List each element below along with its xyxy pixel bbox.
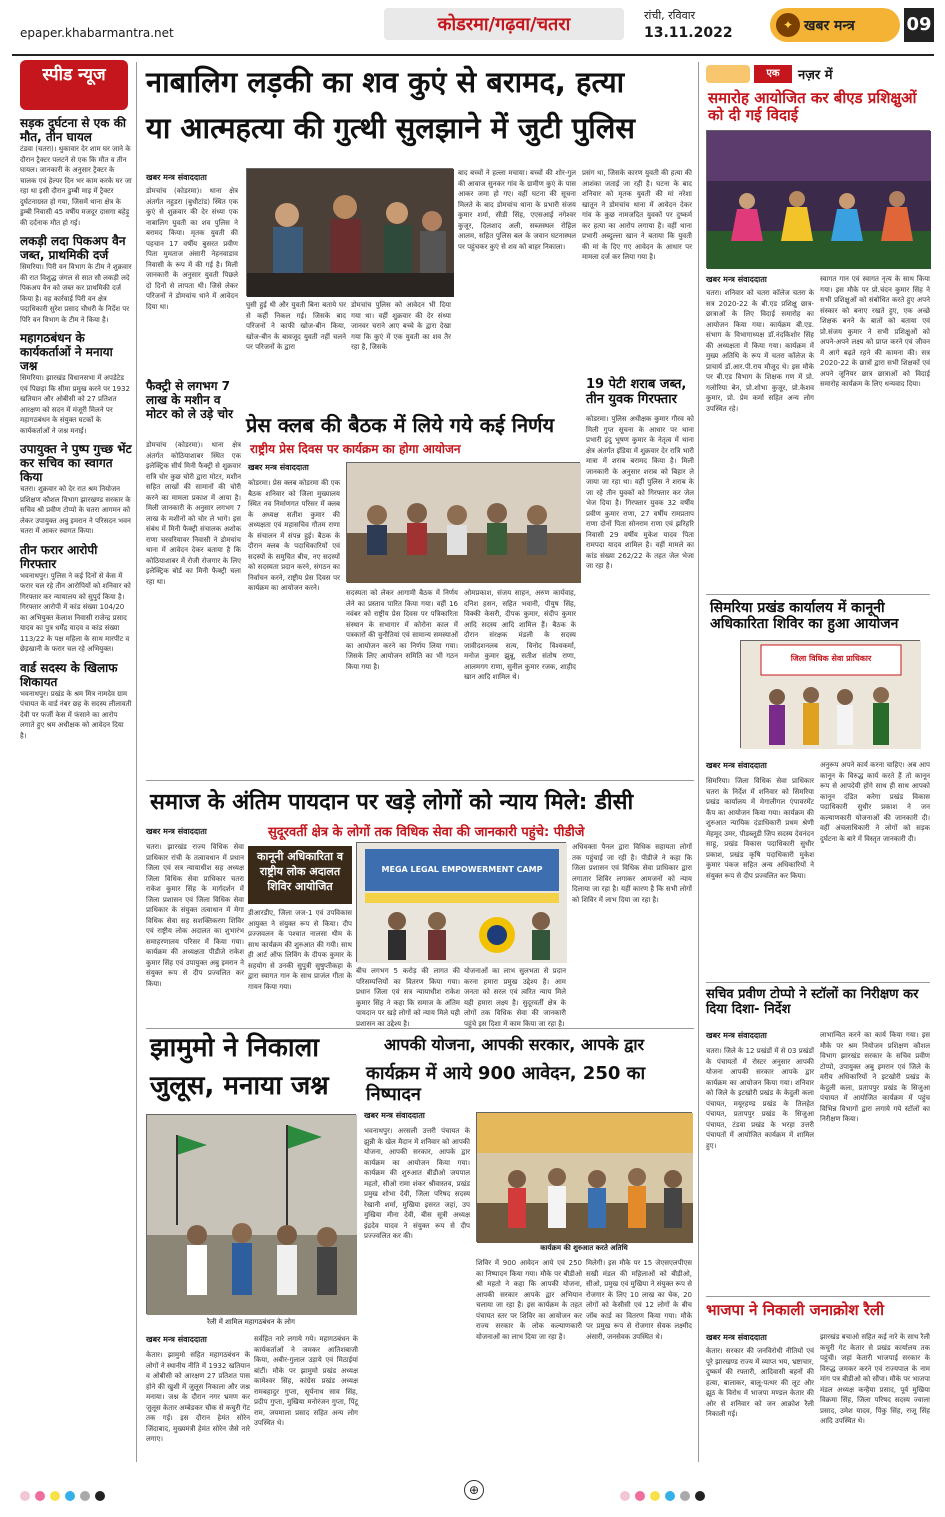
speed-item-body: सिमरिया। झारखंड विधानसभा में अपडेटेड एवं पिछड़ा कि सीमा प्रमुख करने पर 1932 खतियान और ओबीसी को 27 प्रतिशत आरक्षण को सदन में मंजूरी मिलने पर महागठबंधन के संयुक्त घटकों के कार्यकर्ताओं ने जश्न मनाई। (20, 374, 130, 435)
simaria-col-2: अनुरूप अपने कार्य करना चाहिए। अब आप कानून के विरुद्ध कार्य करते हैं तो कानून रूप से आपदेयी होंगे साथ ही साथ आपको कानून दंडित करेगा प्रखंड विकास पदाधिकारी सुधीर प्रकाश ने जन कल्याणकारी योजनाओं की जानकारी दी। वहीं अंचलाधिकारी ने लोगों को सड़क दुर्घटना के बारे में विस्तृत जानकारी दी। (820, 761, 930, 843)
speed-item-headline: वार्ड सदस्य के खिलाफ शिकायत (20, 660, 118, 689)
aapki-event-image (477, 1113, 693, 1243)
speed-item-headline: महागठबंधन के कार्यकर्ताओं ने मनाया जश्न (20, 331, 113, 373)
site-url[interactable]: epaper.khabarmantra.net (20, 26, 174, 40)
press-meeting-photo (346, 462, 580, 582)
press-club-headline[interactable]: प्रेस क्लब की बैठक में लिये गये कई निर्णय (246, 413, 555, 437)
speed-item-6 (20, 661, 132, 742)
tag-title: नज़र में (798, 68, 833, 83)
jmm-headline-line-1[interactable]: झामुमो ने निकाला (150, 1033, 319, 1063)
color-dots-right (620, 1486, 710, 1496)
brand-name: खबर मन्त्र (804, 18, 855, 34)
registration-dot-icon (80, 1491, 90, 1501)
bjp-headline[interactable]: भाजपा ने निकाली जनाक्रोश रैली (706, 1301, 884, 1319)
aapki-col-2: शिविर में 900 आवेदन आये एवं 250 का निष्पादन किया गया। मौके पर बीडीओ श्री महतो ने कहा कि आपकी योजना, आपकी सरकार आपके द्वार अभियान चलाया जा रहा है। इस कार्यक्रम के तहत पंचायत स्तर पर शिविर का आयोजन कर राज्य सरकार के लोक कल्याणकारी योजनाओं का लाभ दिया जा रहा है। (476, 1259, 582, 1341)
byline: खबर मन्त्र संवाददाता (364, 1111, 425, 1120)
registration-dot-icon (50, 1491, 60, 1501)
rally-photo-caption: रैली में शामिल महागठबंधन के लोग (207, 1318, 295, 1326)
main-story-col-3: डोमचांच पुलिस को आवेदन भी दिया गया था। वहीं शुक्रवार की देर संध्या जानवर चराने आए बच्चे के द्वारा देखा गया कि कुएं में एक युवती का शव तैर रहा है, जिसके (351, 301, 451, 351)
press-club-col-2: सदस्यता को लेकर आगामी बैठक में निर्णय लेने का प्रस्ताव पारित किया गया। वहीं 16 नवंबर को राष्ट्रीय प्रेस दिवस पर पत्रिकारिता संस्थान के सभागार में कोरोना काल में पत्रकारों की चुनौतियां एवं सामान्य समस्याओं का आयोजन करने का निर्णय लिया गया। जिसके लिए आयोजन समिति का भी गठन किया गया है। (346, 589, 458, 671)
speed-item-body: भवनाथपुर। प्रखंड के श्रम मित्र नामदेव ग्राम पंचायत के वार्ड नंबर छह के सदस्य लीलावती देवी पर फर्जी केस में फंसाने का आरोप लगाते हुए श्रम अधीक्षक को आवेदन दिया है। (20, 689, 132, 740)
box-title-line: कानूनी अधिकारिता व (257, 850, 343, 863)
speed-item-1 (20, 116, 132, 228)
legal-camp-photo (356, 842, 566, 962)
column-divider (136, 62, 137, 1462)
factory-story-body: डोमचांच (कोडरमा)। थाना क्षेत्र अंतर्गत कोठियाशाबर स्थित एक इलेक्ट्रिक सीर्य मिनी फैक्ट्री से शुक्रवार रात्रि चोर कुछ चोरी द्वारा मोटर, मशीन सहित लाखों की सामानों की चोरी करने का मामला प्रकाश में आया है। मिली जानकारी के अनुसार लगभग 7 लाख के मशीनों को चोर ले भागे। इस संबंध में मिनी फैक्ट्री संचालक अशोक राणा चरवरियावर निवासी ने डोमचांच थाना में आवेदन देकर बताया है कि कोठियाशाबर में रोजी रोजगार के लिए इलेक्ट्रिक बोर्ड का मिनी फैक्ट्री चला रहा था। (146, 441, 241, 586)
main-headline-line-1[interactable]: नाबालिग लड़की का शव कुएं से बरामद, हत्या (146, 65, 625, 99)
main-headline-line-2[interactable]: या आत्महत्या की गुत्थी सुलझाने में जुटी पुलिस (146, 111, 635, 145)
simaria-banner-text: जिला विधिक सेवा प्राधिकार (790, 654, 872, 663)
speed-item-body: सिमरिया। पिरी वन विभाग के टीम ने शुक्रवार की रात विशुद्ध जंगल से सात सौ लकड़ी लदे पिकअप वैन को जब्त कर प्राथमिकी दर्ज किया है। वह कार्रवाई पिरी वन क्षेत्र पदाधिकारी सुरेश प्रसाद चौधरी के निर्देश पर पिरि वन विभाग के टीम ने किया है। (20, 263, 132, 324)
secretary-col-2: लाभान्वित करने का कार्य किया गया। इस मौके पर श्रम नियोजन प्रशिक्षण कौशल विभाग झारखंड सरकार के सचिव प्रवीण टोप्पो, उपायुक्त अबु इमरान एवं जिले के वरीय अधिकारियों ने इटखोरी प्रखंड के केदुली कला, प्रतापपुर प्रखंड के सिजुआ पंचायत में आयोजित कार्यक्रम में पहुंच विभिन्न विभागों द्वारा लगाये गये स्टॉलों का निरीक्षण किया। (820, 1031, 930, 1123)
section-rule (706, 982, 930, 983)
farewell-col-1: चतरा। शनिवार को चतरा कॉलेज चतरा के सत्र 2020-22 के बी.एड प्रशिक्षु छात्र-छात्राओं के लिए विदाई समारोह का आयोजन किया गया। कार्यक्रम बी.एड. संभाग के विभागाध्यक्ष डॉ.नंदकिशोर सिंह की अध्यक्षता में किया गया। कार्यक्रम में मुख्य अतिथि के रूप में चतरा कॉलेज के प्राचार्य डॉ.आर.पी.राय मौजूद थे। इस मौके पर बी.एड विभाग के शिक्षक गण में प्रो. गलोरिया बेन, प्रो.शोभा कुजूर, प्रो.केशव कुमार, प्रो. प्रेम कर्मा सहित अन्य लोग उपस्थित रहे। (706, 289, 814, 413)
speed-item-headline: सड़क दुर्घटना से एक की मौत, तीन घायल (20, 116, 127, 144)
box-title-line: राष्ट्रीय लोक अदालत (259, 865, 341, 878)
main-story-col-5: प्रसंग था, जिसके कारण युवती की हत्या की आशंका जताई जा रही है। घटना के बाद शनिवार को मृतक युवती की मां नरेशा खातून ने डोमचांच थाना में आवेदन देकर गांव के कुछ नामजदित युवकों पर दुष्कर्म कर हत्या का आरोप लगाया है। वहीं थाना प्रभारी अब्दुल्ला खान ने बताया कि युवती की मां के दिए गए आवेदन के आधार पर मामला दर्ज कर लिया गया है। (582, 169, 692, 261)
speed-item-2 (20, 234, 132, 325)
speed-item-body: चतरा। शुक्रवार को देर रात श्रम नियोजन प्रशिक्षण कौशल विभाग झारखण्ड सरकार के सचिव श्री प्रवीण टोप्पो के चतरा आगमन को लेकर उपायुक्त अबु इमरान ने परिसदन भवन चतरा में आकर स्वागत किया। (20, 485, 131, 535)
box-title-line: शिविर आयोजित (267, 880, 333, 893)
issue-date: 13.11.2022 (644, 25, 733, 41)
camp-banner-text: MEGA LEGAL EMPOWERMENT CAMP (381, 865, 543, 874)
color-dots-left (20, 1486, 110, 1496)
byline: खबर मन्त्र संवाददाता (146, 173, 207, 182)
press-meeting-image (347, 463, 581, 583)
speed-item-headline: लकड़ी लदा पिकअप वैन जब्त, प्राथमिकी दर्ज (20, 234, 126, 262)
simaria-camp-photo (740, 640, 920, 748)
aapki-photo-caption: कार्यक्रम की शुरुआत करते अतिथि (540, 1244, 628, 1252)
section-rule (146, 1028, 694, 1029)
registration-dot-icon (635, 1491, 645, 1501)
crowd-photo-image (247, 169, 454, 297)
justice-col-1: चतरा। झारखंड राज्य विधिक सेवा प्राधिकार रांची के तत्वावधान में प्रधान जिला एवं सत्र न्यायाधीश सह अध्यक्ष जिला विधिक सेवा प्राधिकार चतरा राकेश कुमार सिंह के मार्गदर्शन में जिला प्रशासन एवं जिला विधिक सेवा प्राधिकार के संयुक्त तत्वाधान में मेगा विधिक सेवा सह सशक्तिकरण शिविर एवं राष्ट्रीय लोक अदालत का शुभारंभ समाहरणालय परिसर में किया गया। कार्यक्रम की अध्यक्षता पीडीजे राकेश कुमार सिंह एवं उपायुक्त अबु इमरान ने संयुक्त रूप से दीप प्रज्वलित कर किया। (146, 843, 244, 988)
main-story-col-4: बाद बच्चों ने हल्ला मचाया। बच्चों की शोर-गुल की आवाज सुनकर गांव के ग्रामीण कुएं के पास आकर जमा हो गए। वहीं घटना की सूचना मिलते के बाद डोमचांच थाना के प्रभारी संजय कुमार शर्मा, सीडी सिंह, एएसआई नगेश्वर कुजूर, दिलशाद अली, सब्जस्थल रोहिल आलम, सहित पुलिस बल के जवान घटनास्थल पर पहुंचकर कुएं से शव को बाहर निकाला। (458, 169, 576, 251)
masthead (12, 6, 934, 56)
registration-dot-icon (680, 1491, 690, 1501)
justice-headline[interactable]: समाज के अंतिम पायदान पर खड़े लोगों को न्याय मिले: डीसी (150, 790, 634, 815)
byline: खबर मन्त्र संवाददाता (706, 275, 767, 284)
factory-headline[interactable]: फैक्ट्री से लगभग 7 लाख के मशीन व मोटर को ले उड़े चोर (146, 379, 234, 421)
justice-col-4: योजनाओं का लाभ सुलभता से प्रदान करना हमारा प्रमुख उद्देश्य है। आम जनता को सरल एवं त्वरित न्याय मिले यही हमारा लक्ष्य है। सुदूरवर्ती क्षेत्र के लोगों तक विधिक सेवा की जानकारी पहुंचे इस दिशा में काम किया जा रहा है। (464, 967, 566, 1028)
justice-col-2: डीआरडीए, जिला जज-1 एवं उपविकास आयुक्त ने संयुक्त रूप से किया। दीप प्रज्जवलन के पश्चात नालसा थीम के साथ कार्यक्रम की शुरुआत की गयी। साथ ही आर्ट ऑफ लिविंग के दीपक कुमार के सहयोग से उनकी सुपुत्री सुषुप्तीकहा के द्वारा स्वागत गान के साथ प्राजंल गीता के गायन किया गया। (248, 909, 352, 991)
registration-dot-icon (650, 1491, 660, 1501)
speed-item-headline: तीन फरार आरोपी गिरफ्तार (20, 542, 98, 571)
speed-item-headline: उपायुक्त ने पुष्प गुच्छ भेंट कर सचिव का स्वागत किया (20, 442, 132, 484)
tag-badge-icon (706, 65, 750, 83)
edition-title: कोडरमा/गढ़वा/चतरा (384, 8, 624, 40)
simaria-headline[interactable]: सिमरिया प्रखंड कार्यालय में कानूनी अधिकारिता शिविर का हुआ आयोजन (710, 600, 899, 633)
print-registration-strip (20, 1480, 925, 1500)
registration-dot-icon (665, 1491, 675, 1501)
city-day: रांची, रविवार (644, 9, 696, 22)
byline: खबर मन्त्र संवाददाता (706, 1031, 767, 1040)
jmm-headline-line-2[interactable]: जुलूस, मनाया जश्न (150, 1071, 329, 1101)
aapki-col-1: भवनाथपुर। अरसली उत्तरी पंचायत के झुन्नी के खेल मैदान में शनिवार को आपकी योजना, आपकी सरकार, आपके द्वार कार्यक्रम का आयोजन किया गया। कार्यक्रम की शुरुआत बीडीओ जयपाल महतो, सीओ रामा शंकर श्रीवास्तव, प्रखंड प्रमुख शोभा देवी, जिला परिषद सदस्य रेखानी शर्मा, मुखिया इसरत जहां, उप मुखिया मीना देवी, बीस सूत्री अध्यक्ष इंद्रदेव यादव ने संयुक्त रूप से दीप प्रज्ज्वलित कर की। (364, 1127, 470, 1240)
aapki-headline-line-2[interactable]: कार्यक्रम में आये 900 आवेदन, 250 का निष्पादन (366, 1063, 646, 1105)
registration-dot-icon (20, 1491, 30, 1501)
justice-col-5: अधिवक्ता पैनल द्वारा विधिक सहायता लोगों तक पहुंचाई जा रही है। पीडीजे ने कहा कि जिला प्रशासन एवं विधिक सेवा प्राधिकार द्वारा लगातार शिविर लगाकर आमजनों को न्याय दिलाया जा रहा है। यहीं कारण है कि सभी लोगों को शिविर में लाभ दिया जा रहा है। (572, 843, 692, 904)
registration-dot-icon (620, 1491, 630, 1501)
registration-dot-icon (65, 1491, 75, 1501)
section-rule (706, 1296, 930, 1297)
press-club-col-3: ओमप्रकाश, संजय साहन, अरुण कार्यवाह, दनिश हसन, सहित भवानी, पीयुष सिंह, विक्की केसरी, दीपक कुमार, संदीप कुमार आदि सदस्य आदि शामिल हैं। बैठक के दौरान संरक्षक मंडली के सदस्य जावीदशनलब सत्य, विनोद विश्वकर्मा, मनोज कुमार झुन्नू, सतीश संतोष राणा, आलमगग राणा, सुनील कुमार रजक, शाहीद खान आदि शामिल थे। (464, 589, 576, 681)
rally-photo (146, 1114, 356, 1314)
farewell-headline[interactable]: समारोह आयोजित कर बीएड प्रशिक्षुओं को दी गई विदाई (708, 89, 917, 125)
simaria-col-1: सिमरिया। जिला विधिक सेवा प्राधिकार चतरा के निर्देश में शनिवार को सिमरिया प्रखंड कार्यालय में मेगालीगल एंपावरमेंट कैंप का आयोजन किया गया। कार्यक्रम की शुरुआत न्यायिक दंडाधिकारी प्रथम श्रेणी मेहमूद उमर, पीडब्लूडी जिप सदस्य देवनंदन साहू, प्रखंड विकास पदाधिकारी सुधीर प्रकाश, प्रखंड कृषि पदाधिकारी मुकेश कुमार पंकज सहित अन्य अधिकारियों ने संयुक्त रूप से दीप प्रज्वलित कर किया। (706, 777, 814, 880)
rally-image (147, 1115, 357, 1315)
dateline (644, 8, 733, 41)
press-club-subhead: राष्ट्रीय प्रेस दिवस पर कार्यक्रम का होगा आयोजन (250, 442, 461, 456)
bjp-col-2: झारखंड बचाओ सहित कई नारे के साथ रैली कचुरी गेट केतार से प्रखंड कार्यालय तक पहुंची। जहां केतारी भाजपाई सरकार के विरुद्ध जमकर करने एवं राज्यपाल के नाम मांग पत्र बीडीओ को सौंपा। मौके पर भाजपा मंडल अध्यक्ष कन्हैया प्रसाद, पूर्व मुखिया विक्रमा सिंह, जिला परिषद सदस्य ज्वाला प्रसाद, उमेश यादव, पिंकु सिंह, राजू सिंह आदि उपस्थित थे। (820, 1333, 930, 1425)
jmm-col-2: सर्वहित नारे लगाये गये। महागठबंधन के कार्यकर्ताओं ने जमकर आतिशबाजी किया, अबीर-गुलाल उड़ाये एवं मिठाईयां बांटीं। मौके पर झामुमो प्रखंड अध्यक्ष कामेश्वर सिंह, कांग्रेस प्रखंड अध्यक्ष रामबहादुर गुप्ता, सूर्यनाथ साव सिंह, प्रदीप गुप्ता, मुखिया मनोरंजन गुप्ता, पिंटू राम, जयमाला प्रसाद सहित अन्य लोग उपस्थित थे। (254, 1335, 358, 1427)
speed-item-3 (20, 331, 132, 436)
liquor-story-body: कोडरमा। पुलिस अधीक्षक कुमार गौरव को मिली गुप्त सूचना के आधार पर थाना प्रभारी इंदु भूषण कुमार के नेतृत्व में थाना क्षेत्र अंतर्गत इंडिया में शुक्रवार देर रात्रि भारी मात्रा में शराब बरामद किया है। मिली जानकारी के अनुसार शराब को बिहार ले जाया जा रहा था। वहीं पुलिस ने शराब के जा रहे तीन युवकों को गिरफ्तार कर जेल भेज दिया है। गिरफ्तार युवक 32 वर्षीय प्रवीण कुमार राणा, 27 वर्षीय रामप्रताप राणा दोनों पिता सोनराम राणा एवं झरिहरि निवासी 29 वर्षीय मुकेश यादव पिता रामपदा यादव शामिल है। वहीं मामले का कांड संख्या 262/22 के तहत जेल भेजा जा रहा है। (586, 415, 694, 570)
secretary-col-1: चतरा। जिले के 12 प्रखंडों में से 03 प्रखंडों के पंचायतों में रोस्टर अनुसार आपकी योजना आपकी सरकार आपके द्वार कार्यक्रम का आयोजन किया गया। शनिवार को जिले के इटखोरी प्रखंड के केदुली कला पंचायत, मयूरहण्ड प्रखंड के तिलहेत पंचायत, प्रतापपुर प्रखंड के सिजुआ पंचायत, टंडवा प्रखंड के भरहा उत्तरी पंचायतों में आयोजित कार्यक्रम में शामिल हुए। (706, 1047, 814, 1150)
brand-mark-icon: ✦ (776, 13, 800, 37)
byline: खबर मन्त्र संवाददाता (146, 1335, 207, 1344)
press-club-col-1: कोडरमा। प्रेस क्लब कोडरमा की एक बैठक शनिवार को जिला मुख्यालय स्थित नव निर्माणगत परिसर में क्लब के अध्यक्ष सतीश कुमार की अध्यक्षता एवं महासचिव गौतम राणा के संचालन में संपन्न हुई। बैठक के दौरान क्लब के पदाधिकारियों एवं सदस्यों के समुचित बीच, नए सदस्यों को सदस्यता प्रदान करने, संगठन का निर्वाचन करने, राष्ट्रीय प्रेस दिवस पर कार्यक्रम का आयोजन करने। (248, 479, 340, 592)
speed-news-badge: स्पीड न्यूज (20, 60, 128, 110)
brand-logo (770, 8, 900, 42)
crowd-photo (246, 168, 453, 296)
registration-dot-icon (695, 1491, 705, 1501)
aapki-event-photo (476, 1112, 692, 1242)
justice-box-title (248, 846, 352, 904)
section-rule (706, 594, 930, 595)
speed-item-body: भवनाथपुर। पुलिस ने कई दिनों से केस में फरार चल रहे तीन आरोपियों को शनिवार को गिरफ्तार कर न्यायालय को सुपुर्द किया है। गिरफ्तार आरोपी में कांड संख्या 104/20 का अभियुक्त केलाश निवासी राजेन्द्र प्रसाद यादव का पुत्र धर्मेंद्र यादव व कांड संख्या 113/22 के पक्ष महिला के साथ मारपीट व छेड़खानी के फरार चल रहे अभियुक्त। (20, 571, 131, 653)
farewell-col-2: स्वागत गान एवं स्वागत नृत्य के साथ किया गया। इस मौके पर प्रो.चंदन कुमार सिंह ने सभी प्रशिक्षुओं को संबोधित करते हुए अपने संस्कार को बनाए रखते हुए, एक अच्छे शिक्षक बनने के बातों को बताया एवं प्रो.संजय कुमार ने सभी प्रशिक्षुओं को अपने-अपने लक्ष्य को प्राप्त करने एवं जीवन में आगे बढ़ते रहने की कामना की। सत्र 2020-22 के छात्रों द्वारा सभी शिक्षकों एवं अपने जूनियर छात्र छात्राओं को विदाई समारोह कार्यक्रम के लिए धन्यवाद दिया। (820, 275, 930, 388)
speed-news-column (20, 60, 132, 1470)
byline: खबर मन्त्र संवाददाता (706, 761, 767, 770)
jmm-col-1: केतार। झामुमो सहित महागठबंधन के लोगों ने स्थानीय नीति में 1932 खतियान व ओबीसी को आरक्षण 27 प्रतिशत पास होने की खुशी में जुलूस निकाला और जश्न मनाया। जश्न के दौरान नगर भ्रमण कर जुलूस केतार अम्बेडकर चौक से कचुरी गेट तक गई। इस दौरान हेमंत सोरेन जिंदाबाद, मुख्यमंत्री हेमंत सोरेन जैसे नारे लगाए। (146, 1351, 251, 1443)
byline: खबर मन्त्र संवाददाता (706, 1333, 767, 1342)
section-rule (146, 780, 694, 781)
bjp-col-1: केतार। सरकार की जनविरोधी नीतियों एवं पूरे झारखण्ड राज्य में व्याप्त भय, भ्रष्टाचार, दुष्कर्म की रफ्तारी, आदिवासी बहनों की हत्या, बालाकर, बालू-पत्थर की लूट और झूठ के विरोध में भाजपा मण्डल केतार की ओर से शनिवार को जन आक्रोश रैली निकाली गई। (706, 1347, 814, 1418)
tag-ek: एक (754, 65, 792, 83)
byline: खबर मन्त्र संवाददाता (146, 827, 207, 836)
farewell-photo (706, 130, 930, 268)
ek-nazar-tag (706, 65, 906, 83)
liquor-headline[interactable]: 19 पेटी शराब जब्त, तीन युवक गिरफ्तार (586, 377, 687, 407)
main-story-col-1: डोमचांच (कोडरमा)। थाना क्षेत्र अंतर्गत नहुडरा (बुधौटांड) स्थित एक कुएं से शुक्रवार की देर संध्या एक नाबालिग युवती का शव पुलिस ने बरामद किया। मृतक युवती की पहचान 17 वर्षीय बुसरत प्रवीण पिता मुमताज अंसारी नेहनवाडाव निवासी के रूप में की गई है। मिली जानकारी के अनुसार युवती पिछले दो दिनों से लापता थी। जिसे लेकर परिजनों ने डोमचांच थाने में आवेदन दिया था। (146, 187, 238, 311)
main-story-col-2: घुसी हुई थी और युवती बिना बताये घर से कहीं निकल गई। जिसके बाद परिजनों ने काफी खोज-बीन किया, खोज-बीन के बावजूद युवती नहीं चलने पर परिजनों के द्वारा (246, 301, 346, 351)
aapki-headline-line-1[interactable]: आपकी योजना, आपकी सरकार, आपके द्वार (384, 1035, 645, 1054)
column-divider (698, 62, 699, 1462)
byline: खबर मन्त्र संवाददाता (248, 463, 309, 472)
farewell-stage-image (707, 131, 931, 269)
registration-mark-icon: ⊕ (464, 1480, 484, 1500)
speed-item-5 (20, 543, 132, 655)
justice-subhead: सुदूरवर्ती क्षेत्र के लोगों तक विधिक सेवा की जानकारी पहुंचे: पीडीजे (268, 825, 585, 840)
legal-camp-image (357, 843, 567, 963)
registration-dot-icon (35, 1491, 45, 1501)
secretary-headline[interactable]: सचिव प्रवीण टोप्पो ने स्टॉलों का निरीक्षण कर दिया दिशा- निर्देश (706, 987, 919, 1017)
registration-dot-icon (95, 1491, 105, 1501)
speed-item-body: टंडवा (चतरा)। थुकावार देर शाम घर जाने के दौरान ट्रैक्टर पलटने से एक कि मौत व तीन घायल। जानकारी के अनुसार ट्रैक्टर के चालक एवं हेल्पर दिन भर काम करके घर जा रहा था इसी दौरान डुम्बी माइ में ट्रैक्टर दुर्घटनाग्रस्त हो गया, जिसमें थाना क्षेत्र के डुम्बी निवासी 45 वर्षीय मजदूर दासगा बहेड़ू की दर्दनाक मौत हो गई। (20, 145, 132, 227)
speed-item-4 (20, 442, 132, 537)
justice-col-3: बीच लगभग 5 करोड़ की लागत की परिसम्पत्तियों का वितरण किया गया। प्रधान जिला एवं सत्र न्यायाधीश राकेश कुमार सिंह ने कहा कि समाज के अंतिम पायदान पर खड़े लोगों को न्याय मिले यही प्रशासन का उद्देश्य है। (356, 967, 460, 1028)
page-number: 09 (904, 8, 934, 42)
aapki-col-3: मिलेगी। इस मौके पर 15 जेएसएलपीएस सखी मंडल की महिलाओं को बीडीओ, सीओ, प्रमुख एवं मुखिया ने संयुक्त रूप से रोजगार के लिए 10 लाख का चेक, 20 लोगों को केसीसी एवं 12 लोगों के बीच जॉब कार्ड का वितरण किया गया। मौके पर प्रमुख रूप से रोजगार सेवक लक्ष्मीद अंसारी, जनसेवक उपस्थित थे। (586, 1259, 692, 1341)
